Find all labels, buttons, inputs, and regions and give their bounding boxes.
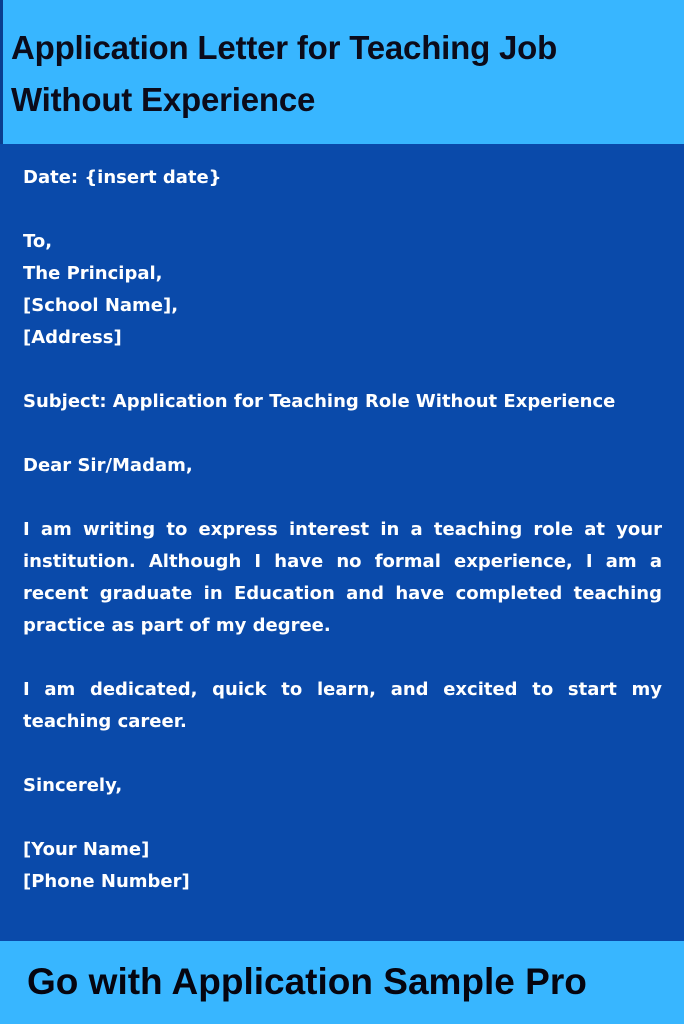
title-banner	[0, 0, 684, 144]
letter-body	[23, 162, 662, 930]
page-title: Application Letter for Teaching Job Without Experience	[11, 29, 558, 118]
salutation: Dear Sir/Madam,	[23, 455, 193, 476]
signature-name: [Your Name]	[23, 839, 150, 860]
signature-block	[23, 834, 662, 898]
footer-banner	[0, 941, 684, 1024]
date-line: Date: {insert date}	[23, 167, 222, 188]
recipient-school: [School Name],	[23, 295, 179, 316]
signature-phone: [Phone Number]	[23, 871, 190, 892]
recipient-name: The Principal,	[23, 263, 163, 284]
recipient-to: To,	[23, 231, 53, 252]
subject-line: Subject: Application for Teaching Role Without Experience	[23, 391, 616, 412]
body-paragraph-2: I am dedicated, quick to learn, and excited to start my teaching career.	[23, 679, 662, 732]
body-paragraph-1: I am writing to express interest in a teaching role at your institution. Although I have no formal experience, I am a recent graduate in Education and have completed teaching practice as part of my degree.	[23, 519, 662, 636]
recipient-block	[23, 226, 662, 354]
recipient-address: [Address]	[23, 327, 122, 348]
closing: Sincerely,	[23, 775, 123, 796]
footer-text: Go with Application Sample Pro	[27, 961, 587, 1002]
